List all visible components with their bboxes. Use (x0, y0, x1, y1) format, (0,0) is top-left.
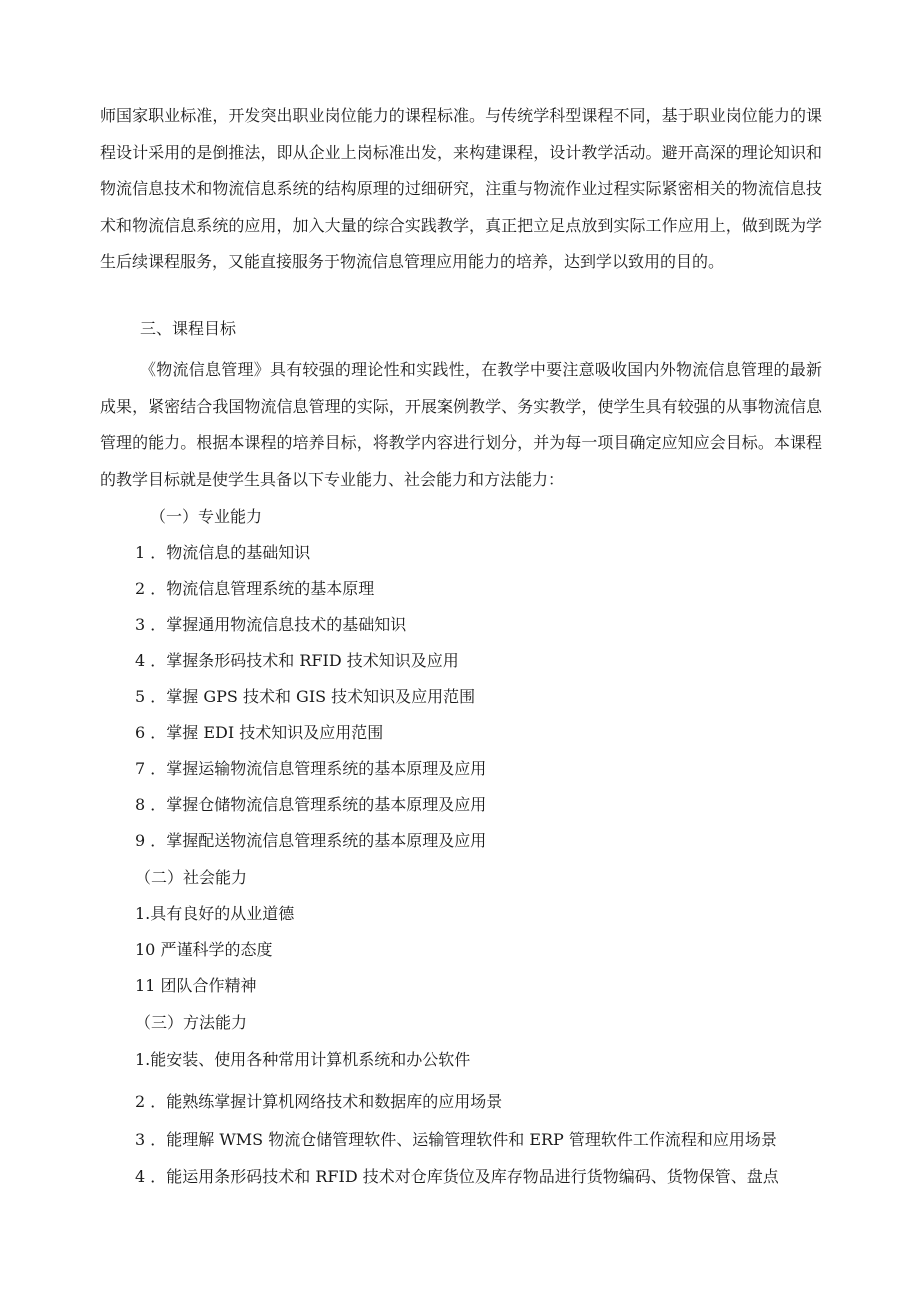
professional-item: 5 ．掌握 GPS 技术和 GIS 技术知识及应用范围 (135, 687, 476, 706)
professional-item: 9 ．掌握配送物流信息管理系统的基本原理及应用 (135, 831, 487, 850)
professional-item: 6 ．掌握 EDI 技术知识及应用范围 (135, 723, 384, 742)
objectives-paragraph: 《物流信息管理》具有较强的理论性和实践性，在教学中要注意吸收国内外物流信息管理的最新成果，紧密结合我国物流信息管理的实际，开展案例教学、务实教学，使学生具有较强的从事物流信息管理的能力。根据本课程的培养目标，将教学内容进行划分，并为每一项目确定应知应会目标。本课程的教学目标就是使学生具备以下专业能力、社会能力和方法能力： (100, 360, 822, 489)
professional-heading: （一）专业能力 (150, 507, 263, 526)
intro-paragraph: 师国家职业标准，开发突出职业岗位能力的课程标准。与传统学科型课程不同，基于职业岗位能力的课程设计采用的是倒推法，即从企业上岗标准出发，来构建课程，设计教学活动。避开高深的理论知识和物流信息技术和物流信息系统的结构原理的过细研究，注重与物流作业过程实际紧密相关的物流信息技术和物流信息系统的应用，加入大量的综合实践教学，真正把立足点放到实际工作应用上，做到既为学生后续课程服务，又能直接服务于物流信息管理应用能力的培养，达到学以致用的目的。 (100, 106, 822, 271)
professional-item: 2 ．物流信息管理系统的基本原理 (135, 579, 375, 598)
social-item: 10 严谨科学的态度 (135, 940, 273, 959)
method-item: 1.能安装、使用各种常用计算机系统和办公软件 (135, 1050, 471, 1069)
method-item: 3 ．能理解 WMS 物流仓储管理软件、运输管理软件和 ERP 管理软件工作流程和应用场景 (135, 1130, 777, 1149)
social-heading: （二）社会能力 (135, 868, 248, 887)
method-heading: （三）方法能力 (135, 1013, 248, 1032)
professional-item: 4 ．掌握条形码技术和 RFID 技术知识及应用 (135, 651, 459, 670)
social-item: 1.具有良好的从业道德 (135, 904, 295, 923)
professional-item: 1 ．物流信息的基础知识 (135, 543, 311, 562)
method-item: 2 ．能熟练掌握计算机网络技术和数据库的应用场景 (135, 1092, 503, 1111)
method-item: 4 ．能运用条形码技术和 RFID 技术对仓库货位及库存物品进行货物编码、货物保管、盘点 (135, 1167, 779, 1186)
professional-item: 3 ．掌握通用物流信息技术的基础知识 (135, 615, 407, 634)
social-item: 11 团队合作精神 (135, 976, 257, 995)
professional-item: 8 ．掌握仓储物流信息管理系统的基本原理及应用 (135, 795, 487, 814)
section-heading: 三、课程目标 (140, 319, 237, 338)
professional-item: 7 ．掌握运输物流信息管理系统的基本原理及应用 (135, 759, 487, 778)
